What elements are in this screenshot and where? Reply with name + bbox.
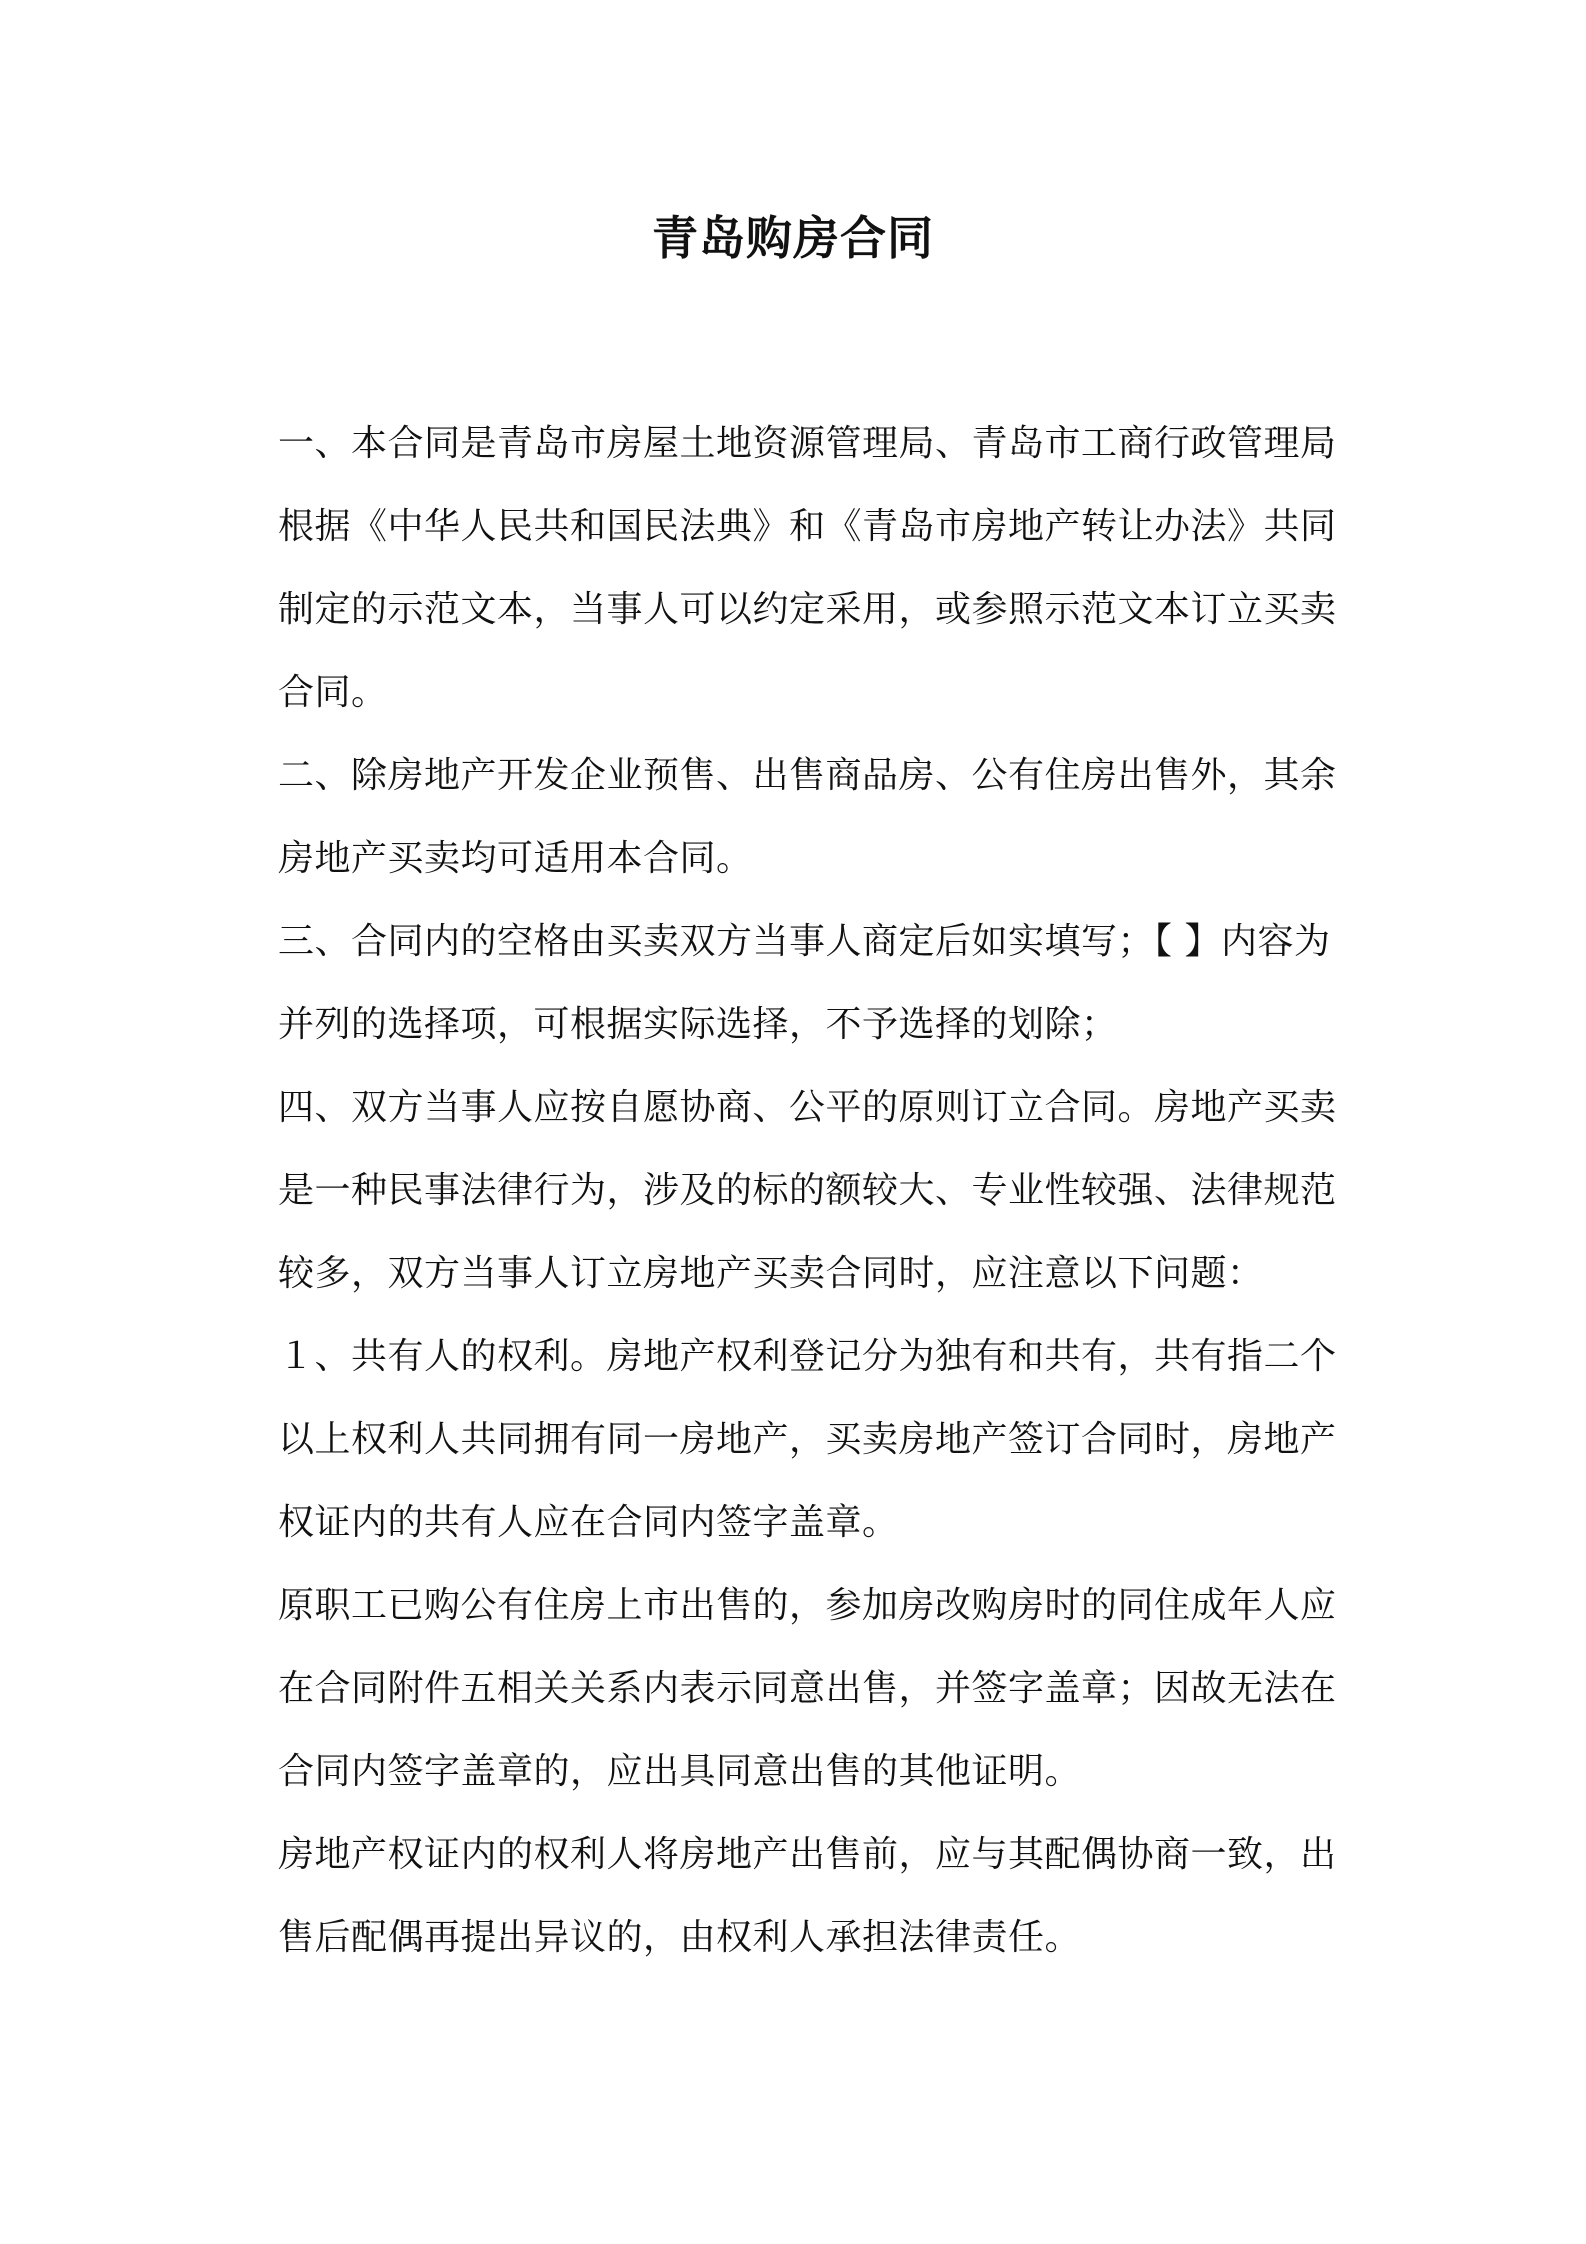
text-line: 合同内签字盖章的，应出具同意出售的其他证明。 bbox=[278, 1751, 1082, 1792]
text-line: 四、双方当事人应按自愿协商、公平的原则订立合同。房地产买卖 bbox=[278, 1087, 1337, 1128]
text-line: 售后配偶再提出异议的，由权利人承担法律责任。 bbox=[278, 1917, 1082, 1958]
text-line: 合同。 bbox=[278, 672, 388, 713]
text-line: 房地产权证内的权利人将房地产出售前，应与其配偶协商一致，出 bbox=[278, 1834, 1337, 1875]
text-line: 制定的示范文本，当事人可以约定采用，或参照示范文本订立买卖 bbox=[278, 589, 1337, 630]
document-body bbox=[278, 402, 1353, 1979]
text-line: 一、本合同是青岛市房屋土地资源管理局、青岛市工商行政管理局 bbox=[278, 423, 1337, 464]
text-line: １、共有人的权利。房地产权利登记分为独有和共有，共有指二个 bbox=[278, 1336, 1337, 1377]
text-line: 在合同附件五相关关系内表示同意出售，并签字盖章；因故无法在 bbox=[278, 1668, 1337, 1709]
text-line: 是一种民事法律行为，涉及的标的额较大、专业性较强、法律规范 bbox=[278, 1170, 1337, 1211]
text-line: 并列的选择项，可根据实际选择，不予选择的划除； bbox=[278, 1004, 1118, 1045]
text-line: 较多，双方当事人订立房地产买卖合同时，应注意以下问题： bbox=[278, 1253, 1264, 1294]
document-title: 青岛购房合同 bbox=[652, 211, 934, 265]
text-line: 原职工已购公有住房上市出售的，参加房改购房时的同住成年人应 bbox=[278, 1585, 1337, 1626]
text-line: 以上权利人共同拥有同一房地产，买卖房地产签订合同时，房地产 bbox=[278, 1419, 1337, 1460]
text-line: 三、合同内的空格由买卖双方当事人商定后如实填写；【 】内容为 bbox=[278, 921, 1331, 962]
text-line: 权证内的共有人应在合同内签字盖章。 bbox=[278, 1502, 899, 1543]
text-line: 房地产买卖均可适用本合同。 bbox=[278, 838, 753, 879]
text-line: 二、除房地产开发企业预售、出售商品房、公有住房出售外，其余 bbox=[278, 755, 1337, 796]
text-line: 根据《中华人民共和国民法典》和《青岛市房地产转让办法》共同 bbox=[278, 506, 1337, 547]
